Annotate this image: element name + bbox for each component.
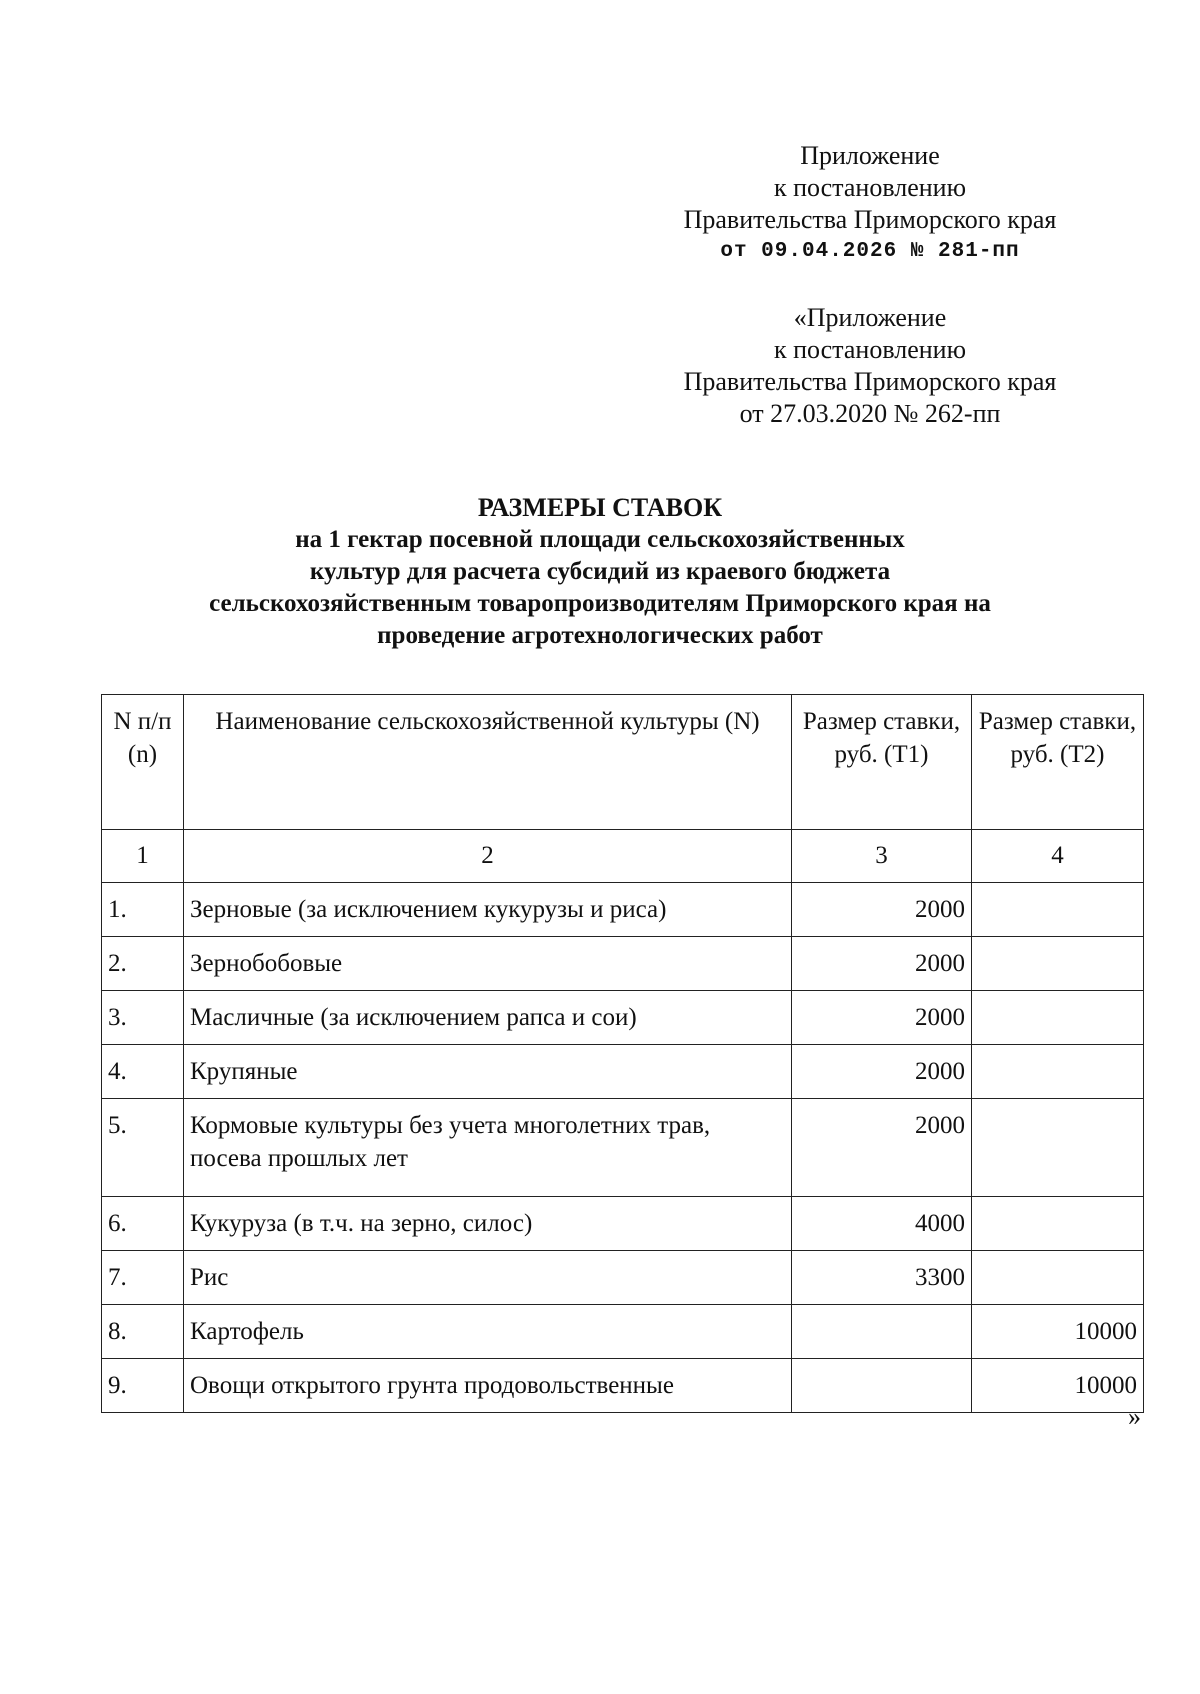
closing-quote: » (1128, 1402, 1141, 1431)
column-number: 2 (184, 830, 792, 883)
header-row-number: N п/п (n) (102, 695, 184, 830)
header-resolution-label: к постановлению (773, 173, 967, 202)
title-line: сельскохозяйственным товаропроизводителям Приморского края на (209, 590, 991, 617)
table-row (102, 991, 1144, 1045)
column-number-row (102, 830, 1144, 883)
column-number: 4 (972, 830, 1144, 883)
rate-t2 (972, 1197, 1144, 1251)
crop-name: Зернобобовые (184, 937, 792, 991)
amendment-header (600, 140, 1140, 268)
amendment-date-number: от 09.04.2026 № 281-пп (720, 240, 1020, 263)
title-main: РАЗМЕРЫ СТАВОК (477, 493, 723, 522)
rate-t1: 2000 (792, 991, 972, 1045)
original-date-number: от 27.03.2020 № 262-пп (739, 399, 1001, 428)
crop-name: Рис (184, 1251, 792, 1305)
rate-t1: 4000 (792, 1197, 972, 1251)
table-row (102, 883, 1144, 937)
rate-t2 (972, 1045, 1144, 1099)
rate-t2 (972, 1251, 1144, 1305)
column-number: 1 (102, 830, 184, 883)
rate-t2: 10000 (972, 1305, 1144, 1359)
original-appendix-header (600, 302, 1140, 430)
crop-name: Овощи открытого грунта продовольственные (184, 1359, 792, 1413)
rate-t2 (972, 883, 1144, 937)
original-government-label: Правительства Приморского края (683, 367, 1057, 396)
rate-t1: 2000 (792, 1099, 972, 1197)
title-line: проведение агротехнологических работ (377, 622, 823, 649)
table-row (102, 1045, 1144, 1099)
rate-t1: 2000 (792, 937, 972, 991)
crop-name: Зерновые (за исключением кукурузы и риса) (184, 883, 792, 937)
header-rate-t1: Размер ставки, руб. (Т1) (792, 695, 972, 830)
row-number: 6. (102, 1197, 184, 1251)
header-crop-name: Наименование сельскохозяйственной культуры (N) (184, 695, 792, 830)
table-header-row (102, 695, 1144, 830)
rate-t1: 2000 (792, 1045, 972, 1099)
crop-name: Картофель (184, 1305, 792, 1359)
rate-t2 (972, 991, 1144, 1045)
row-number: 1. (102, 883, 184, 937)
crop-name: Кормовые культуры без учета многолетних трав, посева прошлых лет (184, 1099, 792, 1197)
column-number: 3 (792, 830, 972, 883)
rate-t1: 3300 (792, 1251, 972, 1305)
header-appendix-label: Приложение (800, 141, 940, 170)
header-rate-t2: Размер ставки, руб. (Т2) (972, 695, 1144, 830)
crop-name: Масличные (за исключением рапса и сои) (184, 991, 792, 1045)
row-number: 2. (102, 937, 184, 991)
row-number: 8. (102, 1305, 184, 1359)
crop-name: Крупяные (184, 1045, 792, 1099)
title-line: культур для расчета субсидий из краевого бюджета (309, 558, 891, 585)
title-line: на 1 гектар посевной площади сельскохозяйственных (295, 526, 905, 553)
rate-t1 (792, 1305, 972, 1359)
rate-t1: 2000 (792, 883, 972, 937)
rate-t2: 10000 (972, 1359, 1144, 1413)
row-number: 3. (102, 991, 184, 1045)
table-row (102, 1359, 1144, 1413)
row-number: 7. (102, 1251, 184, 1305)
rate-t1 (792, 1359, 972, 1413)
original-resolution-label: к постановлению (773, 335, 967, 364)
rate-t2 (972, 937, 1144, 991)
document-title (100, 492, 1100, 652)
table-row (102, 1197, 1144, 1251)
table-row (102, 937, 1144, 991)
table-row (102, 1251, 1144, 1305)
original-appendix-label: «Приложение (793, 303, 947, 332)
crop-name: Кукуруза (в т.ч. на зерно, силос) (184, 1197, 792, 1251)
row-number: 9. (102, 1359, 184, 1413)
header-government-label: Правительства Приморского края (683, 205, 1057, 234)
table-row (102, 1099, 1144, 1197)
row-number: 4. (102, 1045, 184, 1099)
table-row (102, 1305, 1144, 1359)
rate-t2 (972, 1099, 1144, 1197)
rates-table (101, 694, 1144, 1413)
row-number: 5. (102, 1099, 184, 1197)
